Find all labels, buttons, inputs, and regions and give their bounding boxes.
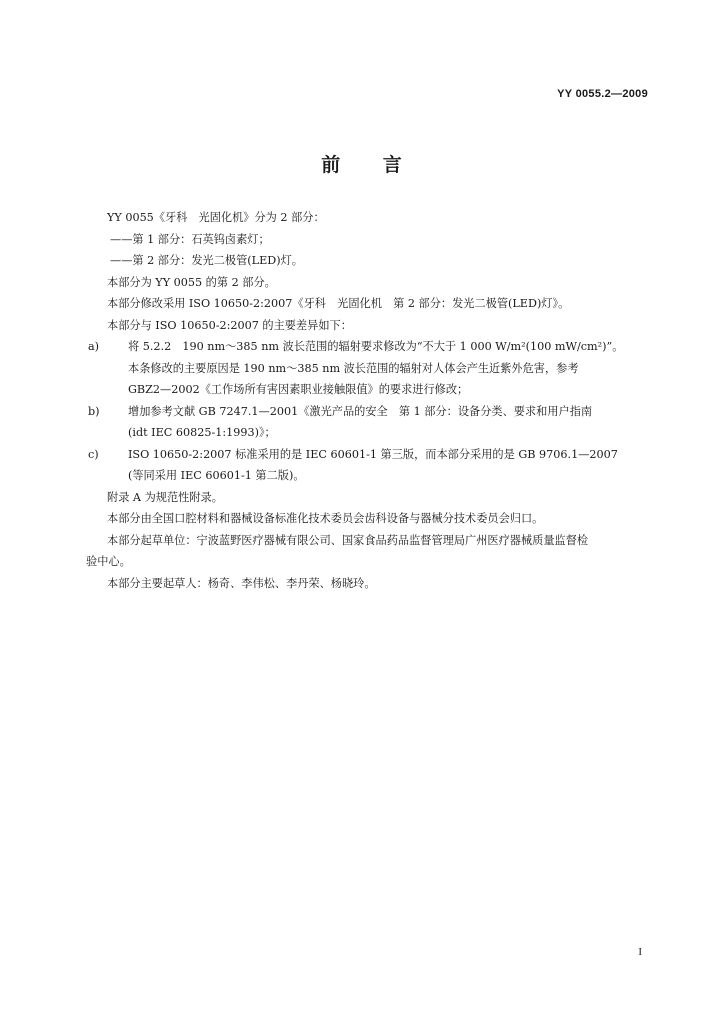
item-label: a) [88,340,100,353]
difference-item-a [86,336,661,401]
list-item-part2: ——第 2 部分：发光二极管(LED)灯。 [110,254,303,267]
paragraph-annex: 附录 A 为规范性附录。 [107,490,223,504]
list-item-part1: ——第 1 部分：石英钨卤素灯； [110,232,270,246]
item-text-line: (等同采用 IEC 60601-1 第二版)。 [128,469,305,482]
page-title: 前 言 [321,154,403,176]
item-label: b) [88,404,100,418]
paragraph-adoption: 本部分修改采用 ISO 10650-2:2007《牙科 光固化机 第 2 部分：发光二极管(LED)灯》。 [107,297,570,310]
paragraph-differences: 本部分与 ISO 10650-2:2007 的主要差异如下： [107,318,352,332]
item-label: c) [88,447,99,461]
difference-item-b [86,401,661,444]
paragraph-drafters: 本部分主要起草人：杨奇、李伟松、李丹荣、杨晓玲。 [107,576,376,590]
item-text-line: 增加参考文献 GB 7247.1—2001《激光产品的安全 第 1 部分：设备分类、要求和用户指南 [128,404,593,418]
item-text-line: ISO 10650-2:2007 标准采用的是 IEC 60601-1 第三版，而本部分采用的是 GB 9706.1—2007 [128,447,618,461]
paragraph-drafting-units [86,530,661,573]
text-line: 验中心。 [86,555,131,568]
text-line: 本部分起草单位：宁波蓝野医疗器械有限公司、国家食品药品监督管理局广州医疗器械质量监督检 [107,533,589,547]
document-code: YY 0055.2—2009 [557,88,648,100]
paragraph-responsible: 本部分由全国口腔材料和器械设备标准化技术委员会齿科设备与器械分技术委员会归口。 [107,512,544,525]
paragraph-intro: YY 0055《牙科 光固化机》分为 2 部分： [107,211,325,224]
item-text-line: 将 5.2.2 190 nm～385 nm 波长范围的辐射要求修改为“不大于 1 000 W/m²(100 mW/cm²)”。 [128,340,624,353]
page-number: I [638,946,642,958]
paragraph-scope: 本部分为 YY 0055 的第 2 部分。 [107,275,276,289]
item-text-line: GBZ2—2002《工作场所有害因素职业接触限值》的要求进行修改； [128,383,469,396]
difference-item-c [86,444,661,487]
foreword-body [86,207,661,594]
item-text-line: (idt IEC 60825-1:1993)》； [128,426,276,439]
item-text-line: 本条修改的主要原因是 190 nm～385 nm 波长范围的辐射对人体会产生近紫外危害，参考 [128,361,579,375]
